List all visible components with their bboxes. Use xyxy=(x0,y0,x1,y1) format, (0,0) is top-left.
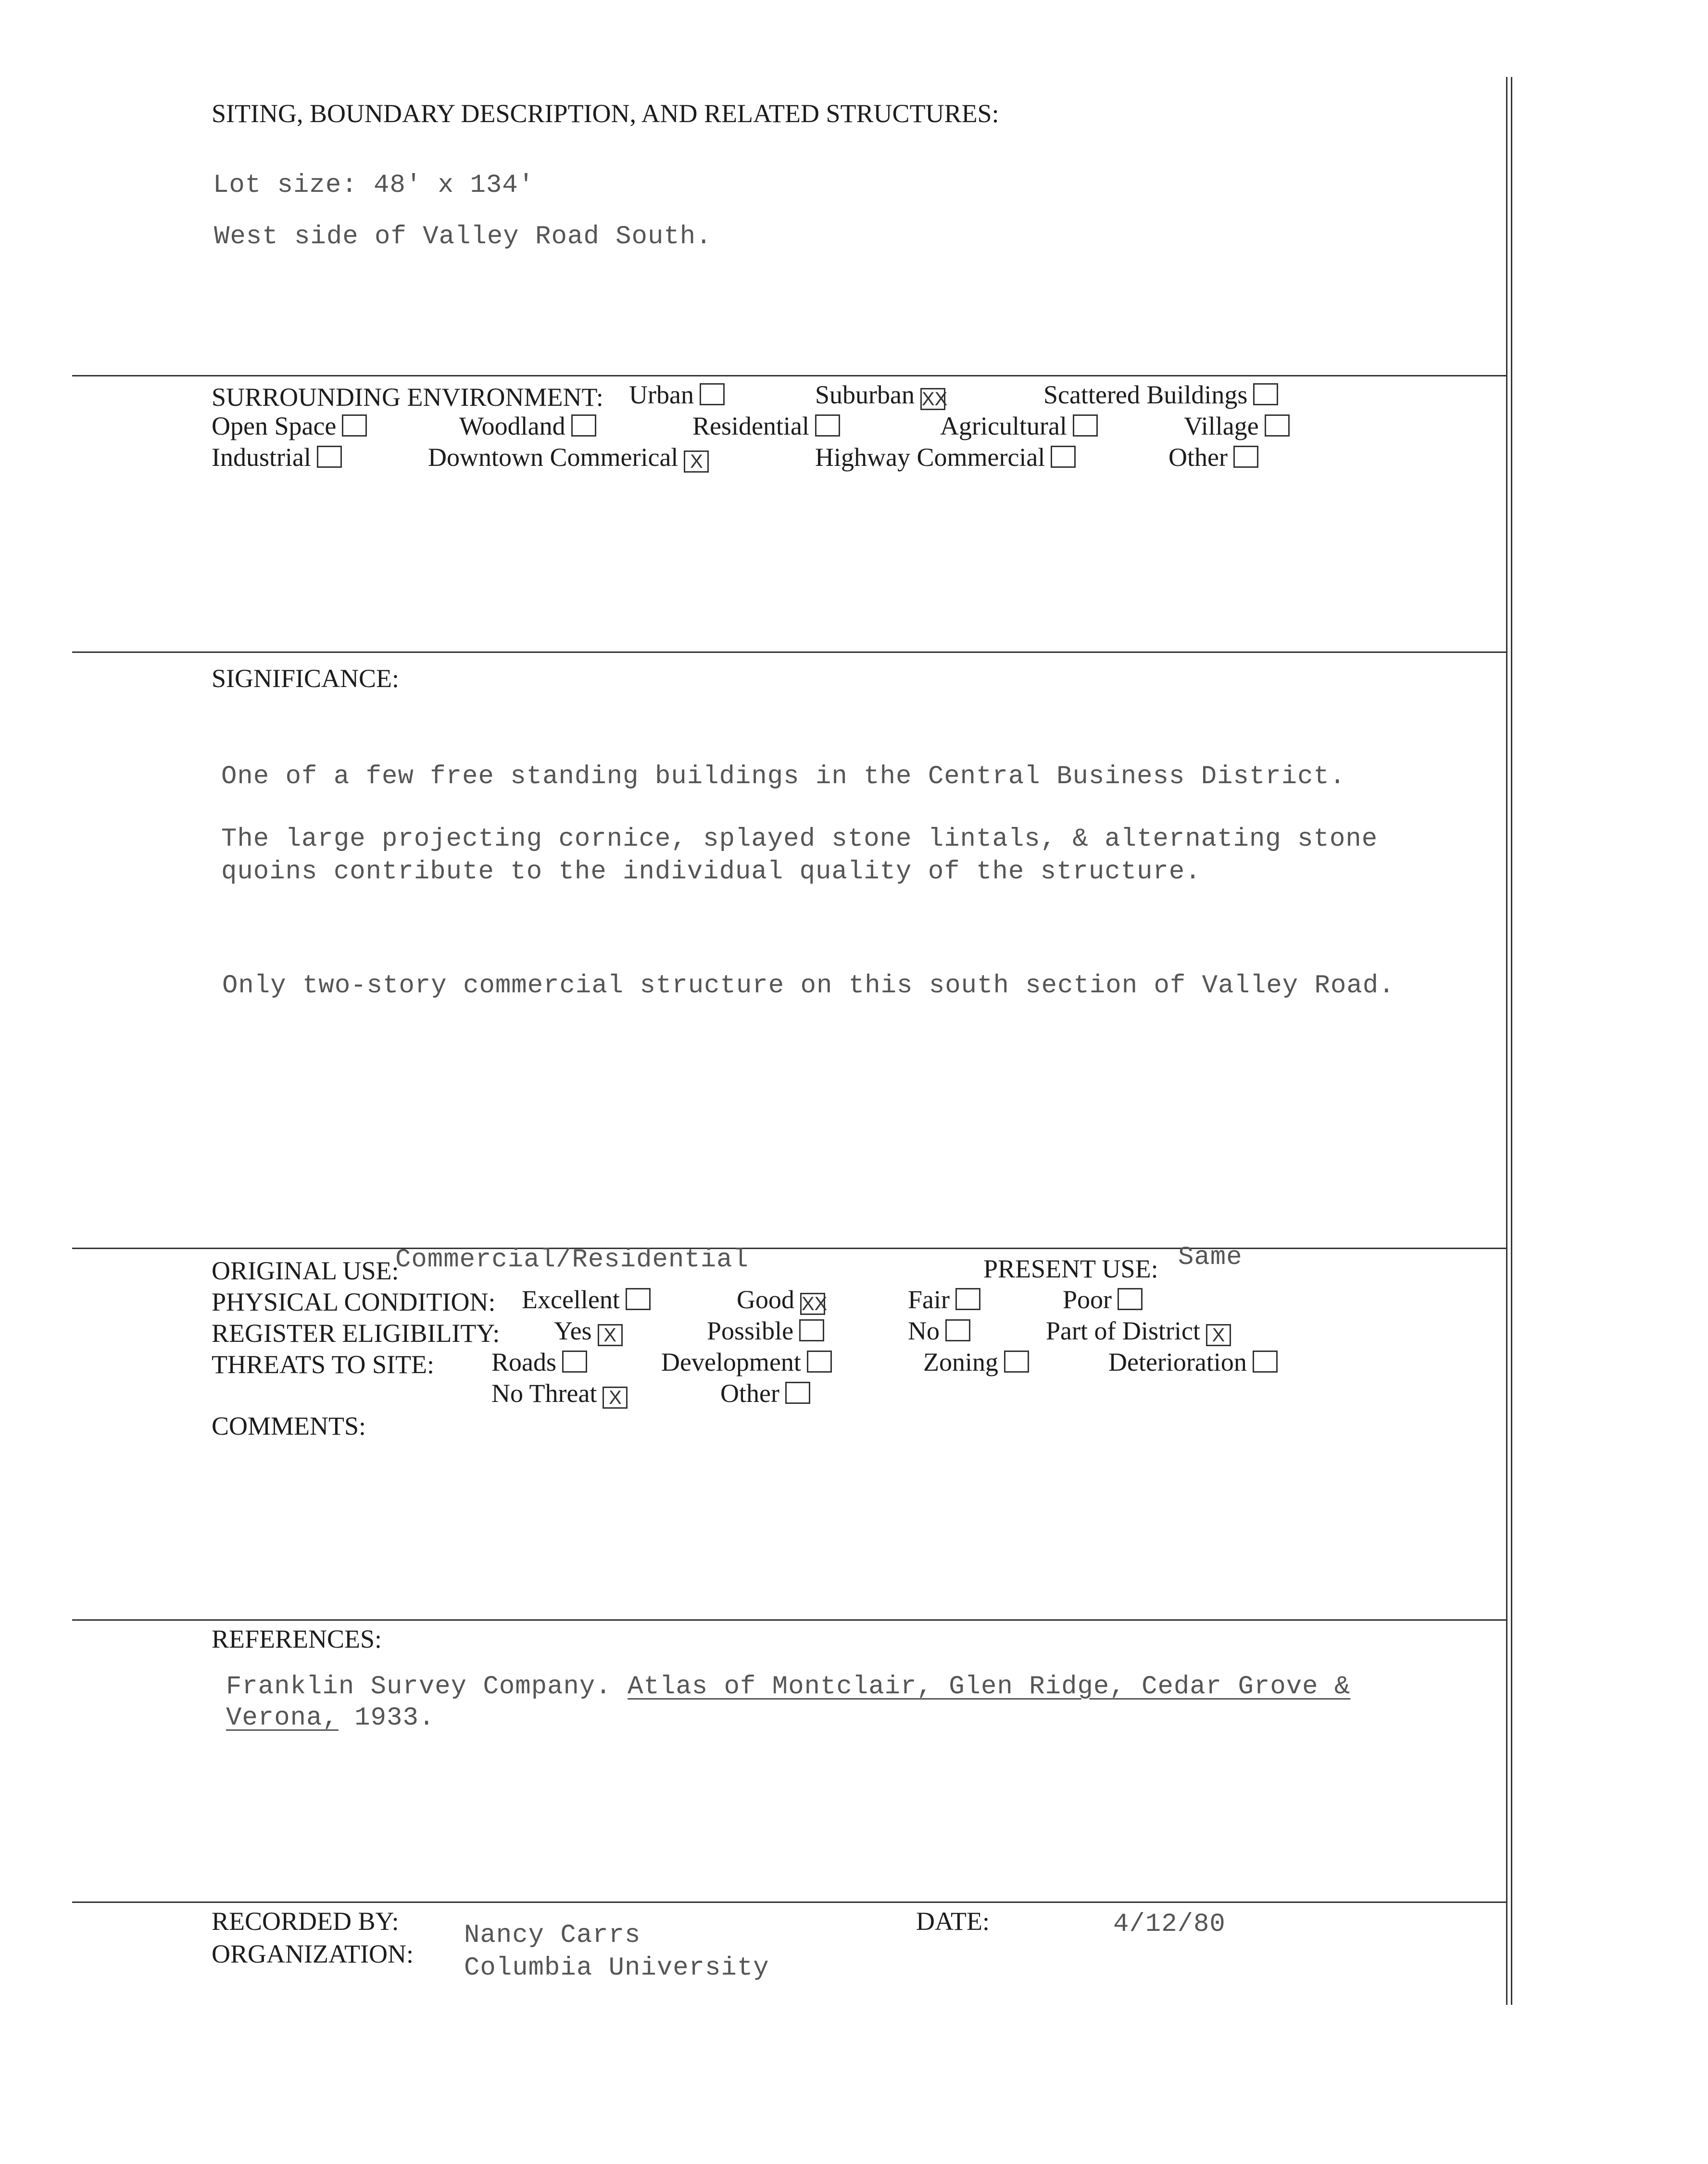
env-checkbox-village[interactable] xyxy=(1265,414,1290,437)
threat-checkbox-no-threat[interactable]: X xyxy=(603,1387,628,1409)
threat-deterioration xyxy=(1108,1347,1278,1377)
threats-label: THREATS TO SITE: xyxy=(212,1350,435,1379)
organization-value: Columbia University xyxy=(464,1953,769,1983)
condition-excellent xyxy=(522,1285,651,1314)
divider-1 xyxy=(72,375,1507,376)
eligibility-checkbox-district[interactable]: X xyxy=(1206,1324,1231,1346)
threat-label-other: Other xyxy=(720,1379,779,1408)
condition-label-excellent: Excellent xyxy=(522,1285,620,1314)
condition-checkbox-excellent[interactable] xyxy=(626,1288,651,1310)
siting-heading: SITING, BOUNDARY DESCRIPTION, AND RELATED STRUCTURES: xyxy=(212,99,999,128)
recorded-by-value: Nancy Carrs xyxy=(464,1921,641,1950)
env-checkbox-industrial[interactable] xyxy=(317,446,342,468)
eligibility-possible xyxy=(707,1316,824,1346)
env-label-suburban: Suburban xyxy=(815,380,915,409)
organization-label: ORGANIZATION: xyxy=(212,1939,414,1968)
threat-label-deterioration: Deterioration xyxy=(1108,1348,1247,1376)
threat-label-zoning: Zoning xyxy=(923,1348,998,1376)
env-label-village: Village xyxy=(1184,412,1259,440)
eligibility-district xyxy=(1046,1316,1231,1346)
env-label-residential: Residential xyxy=(692,412,809,440)
env-checkbox-agricultural[interactable] xyxy=(1073,414,1098,437)
right-border-outer xyxy=(1511,77,1512,2005)
threat-label-development: Development xyxy=(661,1348,801,1376)
env-option-residential xyxy=(692,411,840,441)
significance-line-4: Only two-story commercial structure on this south section of Valley Road. xyxy=(222,971,1395,1001)
eligibility-checkbox-no[interactable] xyxy=(945,1319,970,1341)
env-option-urban xyxy=(629,380,725,410)
recorded-by-label: RECORDED BY: xyxy=(212,1907,399,1936)
eligibility-label-possible: Possible xyxy=(707,1316,794,1345)
divider-2 xyxy=(72,651,1507,653)
threat-checkbox-development[interactable] xyxy=(807,1351,832,1373)
env-option-agricultural xyxy=(940,411,1098,441)
divider-4 xyxy=(72,1619,1507,1621)
present-use-value: Same xyxy=(1178,1243,1243,1272)
reference-line-1 xyxy=(226,1672,1350,1701)
threat-development xyxy=(661,1347,832,1377)
significance-line-3: quoins contribute to the individual quality of the structure. xyxy=(221,857,1201,887)
reference-title-1: Atlas of Montclair, Glen Ridge, Cedar Grove & xyxy=(628,1672,1351,1701)
env-option-downtown xyxy=(428,442,709,473)
env-checkbox-open-space[interactable] xyxy=(342,414,367,437)
env-option-open-space xyxy=(212,411,367,441)
env-option-highway xyxy=(815,442,1076,472)
condition-checkbox-poor[interactable] xyxy=(1118,1288,1143,1310)
env-checkbox-highway[interactable] xyxy=(1051,446,1076,468)
condition-checkbox-fair[interactable] xyxy=(955,1288,980,1310)
env-checkbox-scattered[interactable] xyxy=(1253,383,1278,405)
reference-title-2: Verona, xyxy=(226,1703,339,1733)
condition-checkbox-good[interactable]: XX xyxy=(800,1293,825,1315)
threat-checkbox-other[interactable] xyxy=(785,1382,810,1404)
condition-poor xyxy=(1063,1285,1143,1314)
env-label-urban: Urban xyxy=(629,380,694,409)
condition-label-poor: Poor xyxy=(1063,1285,1112,1314)
eligibility-no xyxy=(908,1316,970,1346)
threat-no-threat xyxy=(491,1378,628,1409)
env-option-village xyxy=(1184,411,1290,441)
threat-checkbox-zoning[interactable] xyxy=(1004,1351,1029,1373)
comments-label: COMMENTS: xyxy=(212,1412,366,1440)
significance-line-2: The large projecting cornice, splayed stone lintals, & alternating stone xyxy=(221,825,1378,854)
original-use-value: Commercial/Residential xyxy=(395,1245,749,1275)
original-use-label: ORIGINAL USE: xyxy=(212,1256,399,1285)
condition-good xyxy=(737,1285,828,1315)
eligibility-label-district: Part of District xyxy=(1046,1316,1200,1345)
threat-roads xyxy=(491,1347,587,1377)
divider-5 xyxy=(72,1901,1507,1903)
env-label-industrial: Industrial xyxy=(212,443,311,472)
threat-zoning xyxy=(923,1347,1029,1377)
threat-checkbox-roads[interactable] xyxy=(562,1351,587,1373)
env-option-other xyxy=(1168,442,1258,472)
eligibility-checkbox-yes[interactable]: X xyxy=(598,1324,623,1346)
env-checkbox-other[interactable] xyxy=(1233,446,1258,468)
eligibility-label-yes: Yes xyxy=(554,1316,592,1345)
threat-other xyxy=(720,1378,810,1408)
significance-heading: SIGNIFICANCE: xyxy=(212,664,400,693)
env-option-woodland xyxy=(459,411,596,441)
condition-fair xyxy=(908,1285,980,1314)
env-label-woodland: Woodland xyxy=(459,412,565,440)
env-label-other: Other xyxy=(1168,443,1228,472)
condition-label-good: Good xyxy=(737,1285,794,1314)
env-checkbox-urban[interactable] xyxy=(700,383,725,405)
location-text: West side of Valley Road South. xyxy=(214,222,712,251)
date-value: 4/12/80 xyxy=(1113,1910,1226,1939)
env-checkbox-residential[interactable] xyxy=(815,414,840,437)
threat-label-roads: Roads xyxy=(491,1348,556,1376)
eligibility-label: REGISTER ELIGIBILITY: xyxy=(212,1319,500,1348)
env-label-open-space: Open Space xyxy=(212,412,337,440)
divider-3 xyxy=(72,1248,1507,1249)
reference-line-2 xyxy=(226,1703,435,1733)
env-checkbox-downtown[interactable]: X xyxy=(684,450,709,473)
lot-size-text: Lot size: 48' x 134' xyxy=(213,171,535,200)
condition-label: PHYSICAL CONDITION: xyxy=(212,1288,496,1316)
right-border-inner xyxy=(1506,77,1507,2005)
significance-line-1: One of a few free standing buildings in the Central Business District. xyxy=(221,762,1346,791)
env-label-agricultural: Agricultural xyxy=(940,412,1067,440)
eligibility-label-no: No xyxy=(908,1316,940,1345)
env-label-downtown: Downtown Commerical xyxy=(428,443,678,472)
present-use-label: PRESENT USE: xyxy=(983,1254,1158,1283)
env-option-suburban xyxy=(815,380,948,410)
env-option-industrial xyxy=(212,442,342,472)
threat-checkbox-deterioration[interactable] xyxy=(1253,1351,1278,1373)
env-checkbox-suburban[interactable]: XX xyxy=(920,388,945,410)
reference-author: Franklin Survey Company. xyxy=(226,1672,612,1701)
env-option-scattered xyxy=(1043,380,1278,410)
env-label-highway: Highway Commercial xyxy=(815,443,1045,472)
threat-label-no-threat: No Threat xyxy=(491,1379,597,1408)
date-label: DATE: xyxy=(916,1907,990,1936)
condition-label-fair: Fair xyxy=(908,1285,950,1314)
env-checkbox-woodland[interactable] xyxy=(571,414,596,437)
eligibility-yes xyxy=(554,1316,623,1346)
reference-year: 1933. xyxy=(338,1703,435,1733)
eligibility-checkbox-possible[interactable] xyxy=(799,1319,824,1341)
env-label-scattered: Scattered Buildings xyxy=(1043,380,1248,409)
environment-heading: SURROUNDING ENVIRONMENT: xyxy=(212,383,603,412)
references-heading: REFERENCES: xyxy=(212,1625,382,1653)
